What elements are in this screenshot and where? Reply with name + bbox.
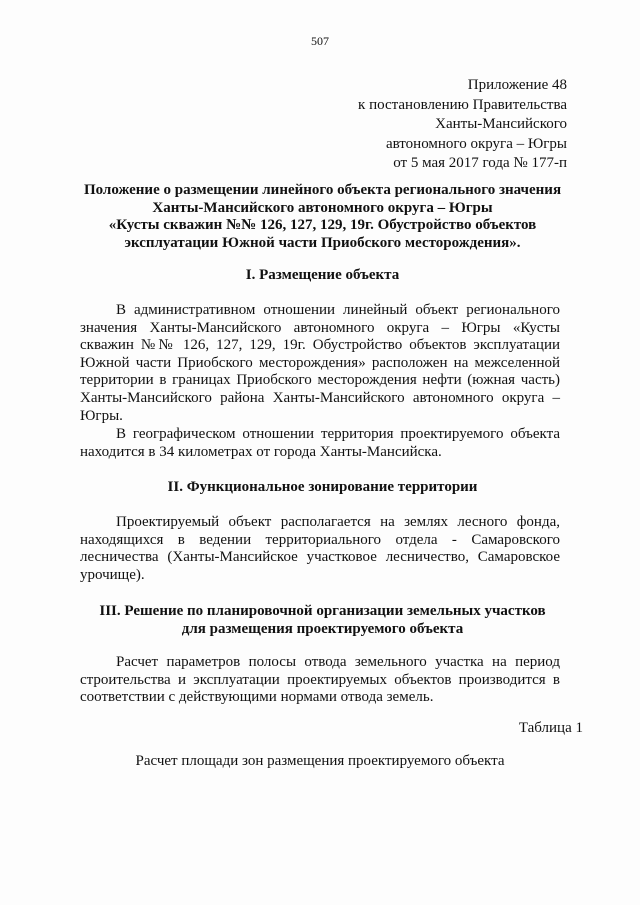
- table-label: Таблица 1: [518, 720, 583, 736]
- title-line: «Кусты скважин №№ 126, 127, 129, 19г. Обустройство объектов: [108, 217, 537, 233]
- section-heading-3: [60, 602, 585, 638]
- section-3-paragraph-1: Расчет параметров полосы отвода земельного участка на период строительства и эксплуатации проектируемых объектов производится в соответствии с действующими нормами отвода земель.: [80, 654, 560, 706]
- title-line: эксплуатации Южной части Приобского месторождения».: [124, 234, 521, 251]
- section-1-paragraph-2: В географическом отношении территория проектируемого объекта находится в 34 километрах от города Ханты-Мансийска.: [80, 426, 560, 460]
- appendix-reference: [358, 76, 567, 174]
- section-heading-3-line: III. Решение по планировочной организации земельных участков: [99, 603, 546, 619]
- section-heading-1: I. Размещение объекта: [245, 267, 400, 283]
- appendix-line: Ханты-Мансийского: [435, 116, 567, 132]
- section-heading-3-line: для размещения проектируемого объекта: [181, 621, 464, 637]
- table-caption: Расчет площади зон размещения проектируемого объекта: [135, 753, 505, 769]
- appendix-line: к постановлению Правительства: [358, 96, 567, 113]
- appendix-line: автономного округа – Югры: [385, 135, 567, 152]
- section-1-paragraph-1: В административном отношении линейный объект регионального значения Ханты-Мансийского автономного округа – Югры «Кусты скважин №№ 126, 127, 129, 19г. Обустройство объектов эксплуатации Южной части Приобского месторождения» расположен на межселенной территории в границах Приобского месторождения нефти (южная часть) Ханты-Мансийского района Ханты-Мансийского автономного округа – Югры.: [80, 302, 560, 424]
- section-heading-2: II. Функциональное зонирование территории: [167, 479, 478, 495]
- title-line: Ханты-Мансийского автономного округа – Югры: [152, 199, 493, 216]
- page-number: 507: [311, 34, 329, 48]
- section-2-paragraph-1: Проектируемый объект располагается на землях лесного фонда, находящихся в ведении территориального отдела - Самаровского лесничества (Ханты-Мансийское участковое лесничество, Самаровское урочище).: [80, 514, 560, 583]
- appendix-line: Приложение 48: [467, 77, 567, 93]
- appendix-line: от 5 мая 2017 года № 177-п: [393, 155, 567, 171]
- title-line: Положение о размещении линейного объекта регионального значения: [83, 182, 562, 198]
- document-title: [60, 182, 585, 252]
